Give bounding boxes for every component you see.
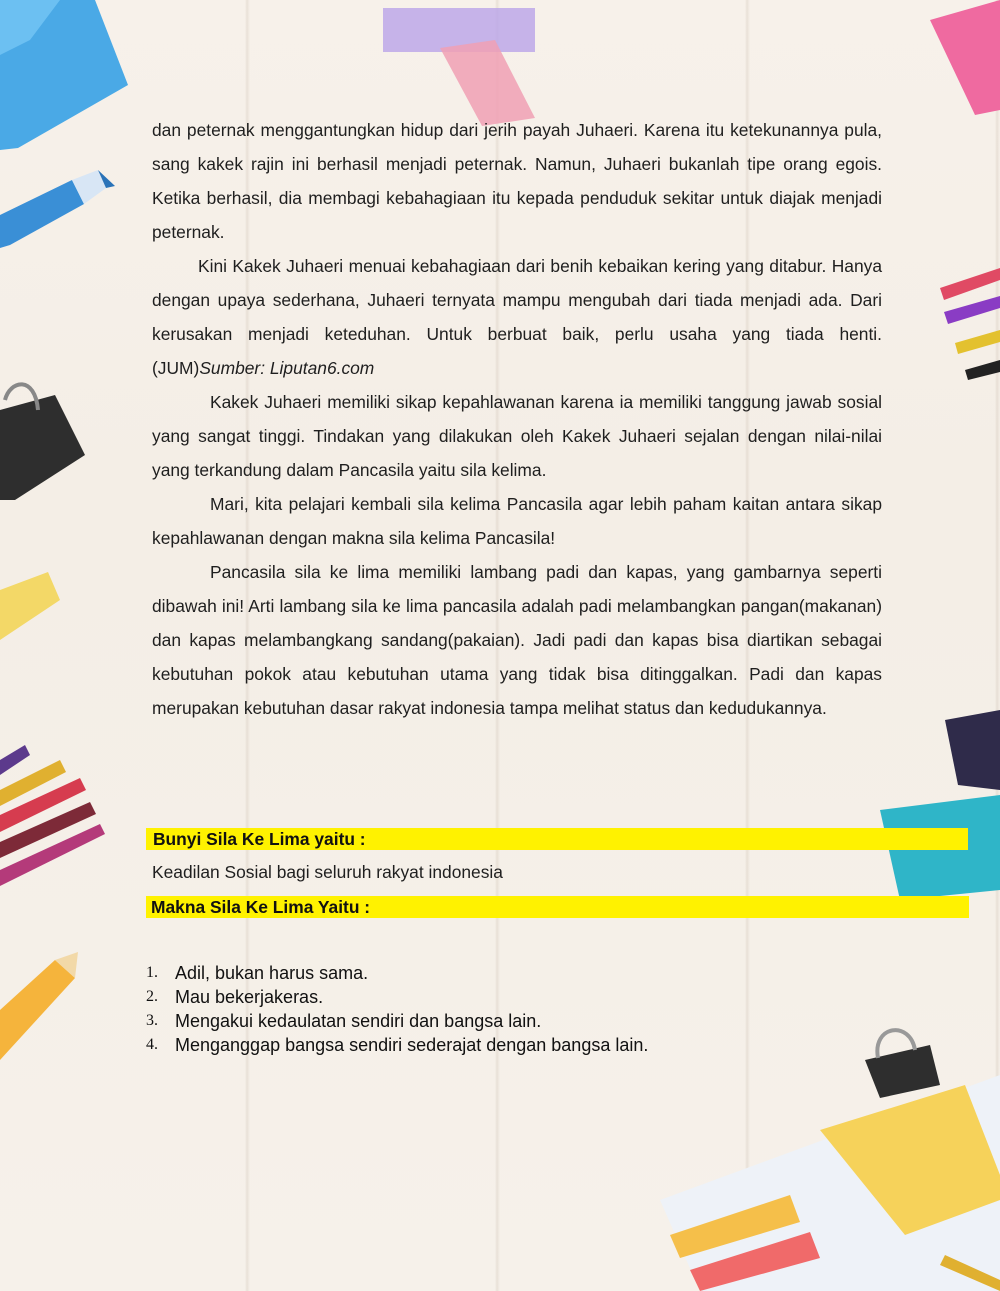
right-pencils — [940, 268, 1000, 380]
list-item — [146, 985, 648, 1009]
bunyi-text: Keadilan Sosial bagi seluruh rakyat indonesia — [152, 862, 503, 882]
list-text: Mengakui kedaulatan sendiri dan bangsa lain. — [175, 1011, 542, 1031]
source-citation: Sumber: Liputan6.com — [199, 358, 375, 378]
left-pencils — [0, 745, 105, 886]
paragraph: Mari, kita pelajari kembali sila kelima Pancasila agar lebih paham kaitan antara sikap kepahlawanan dengan makna sila kelima Pancasila! — [152, 494, 882, 548]
binder-clip-left — [0, 384, 85, 500]
paragraph: Pancasila sila ke lima memiliki lambang padi dan kapas, yang gambarnya seperti dibawah ini! Arti lambang sila ke lima pancasila adalah padi melambangkan pangan(makanan) dan kapas melambangkang sandang(pakaian). Jadi padi dan kapas bisa diartikan sebagai kebutuhan pokok atau kebutuhan utama yang tidak bisa ditinggalkan. Padi dan kapas merupakan kebutuhan dasar rakyat indonesia tampa melihat status dan kedudukannya. — [152, 562, 882, 718]
list-item — [146, 961, 648, 985]
list-number: 1. — [146, 964, 158, 981]
list-number: 2. — [146, 988, 158, 1005]
orange-pencil — [0, 952, 78, 1060]
list-text: Menganggap bangsa sendiri sederajat dengan bangsa lain. — [175, 1035, 649, 1055]
yellow-ruler — [0, 572, 60, 640]
paragraph: dan peternak menggantungkan hidup dari jerih payah Juhaeri. Karena itu ketekunannya pula, sang kakek rajin ini berhasil menjadi peternak. Namun, Juhaeri bukanlah tipe orang egois. Ketika berhasil, dia membagi kebahagiaan itu kepada penduduk sekitar untuk diajak menjadi peternak. — [152, 120, 882, 242]
makna-heading: Makna Sila Ke Lima Yaitu : — [146, 896, 969, 918]
blue-sticky-note — [0, 0, 128, 150]
dark-notebook — [880, 710, 1000, 900]
bunyi-heading: Bunyi Sila Ke Lima yaitu : — [146, 828, 968, 850]
list-text: Mau bekerjakeras. — [175, 987, 324, 1007]
paragraph-text: Kini Kakek Juhaeri menuai kebahagiaan dari benih kebaikan kering yang ditabur. Hanya dengan upaya sederhana, Juhaeri ternyata mampu mengubah dari tiada menjadi ada. Dari kerusakan menjadi keteduhan. Untuk berbuat baik, perlu usaha yang tiada henti.(JUM) — [152, 256, 882, 378]
binder-clip-right — [865, 1030, 940, 1098]
list-item — [146, 1009, 648, 1033]
paragraph: Kakek Juhaeri memiliki sikap kepahlawanan karena ia memiliki tanggung jawab sosial yang sangat tinggi. Tindakan yang dilakukan oleh Kakek Juhaeri sejalan dengan nilai-nilai yang terkandung dalam Pancasila yaitu sila kelima. — [152, 392, 882, 480]
body-text — [152, 113, 882, 725]
paragraph — [152, 249, 882, 385]
pink-notebook — [930, 0, 1000, 115]
list-number: 3. — [146, 1012, 158, 1029]
list-item — [146, 1033, 648, 1057]
list-number: 4. — [146, 1036, 158, 1053]
makna-list — [146, 961, 648, 1057]
blue-marker — [0, 170, 115, 248]
list-text: Adil, bukan harus sama. — [175, 963, 369, 983]
